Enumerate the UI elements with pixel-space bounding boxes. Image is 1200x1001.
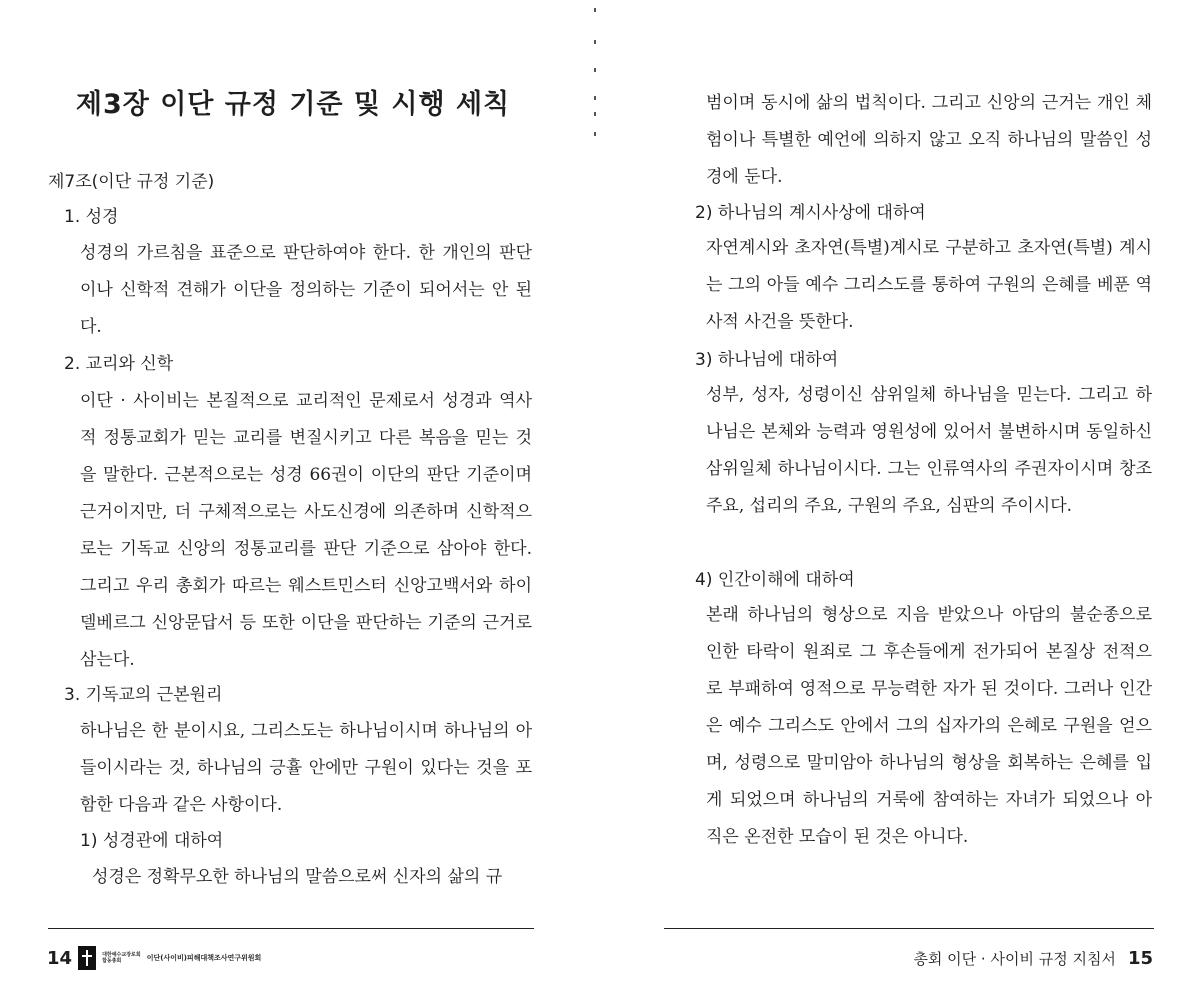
section-3-body: 하나님은 한 분이시요, 그리스도는 하나님이시며 하나님의 아들이시라는 것, 하나님의 긍휼 안에만 구원이 있다는 것을 포함한 다음과 같은 사항이다. [80, 721, 532, 815]
book-title: 총회 이단 · 사이비 규정 지침서 [913, 949, 1116, 968]
section-2-heading: 2. 교리와 신학 [64, 354, 174, 374]
section-1-heading: 1. 성경 [64, 207, 119, 227]
subsection-1-body-cont: 범이며 동시에 삶의 법칙이다. 그리고 신앙의 근거는 개인 체험이나 특별한 예언에 의하지 않고 오직 하나님의 말씀인 성경에 둔다. [706, 93, 1152, 187]
chapter-title: 제3장 이단 규정 기준 및 시행 세칙 [75, 89, 511, 120]
right-page [600, 0, 1200, 1001]
logo-text [102, 952, 141, 964]
section-3-heading: 3. 기독교의 근본원리 [64, 685, 223, 705]
subsection-4-heading: 4) 인간이해에 대하여 [695, 570, 855, 590]
subsection-4-body: 본래 하나님의 형상으로 지음 받았으나 아담의 불순종으로 인한 타락이 원죄로 그 후손들에게 전가되어 본질상 전적으로 부패하여 영적으로 무능력한 자가 된 것이다. 그러나 인간은 예수 그리스도 안에서 그의 십자가의 은혜로 구원을 얻으며, 성령으로 말미암아 하나님의 형상을 회복하는 은혜를 입게 되었으며 하나님의 거룩에 참여하는 자녀가 되었으나 아직은 온전한 모습이 된 것은 아니다. [706, 605, 1152, 847]
subsection-3-body: 성부, 성자, 성령이신 삼위일체 하나님을 믿는다. 그리고 하나님은 본체와 능력과 영원성에 있어서 불변하시며 동일하신 삼위일체 하나님이시다. 그는 인류역사의 주권자이시며 창조주요, 섭리의 주요, 구원의 주요, 심판의 주이시다. [706, 385, 1152, 516]
footer [913, 945, 1153, 971]
footer-rule [48, 928, 534, 929]
subsection-3-heading: 3) 하나님에 대하여 [695, 350, 839, 370]
subsection-2-heading: 2) 하나님의 계시사상에 대하여 [695, 203, 926, 223]
footer-rule [664, 928, 1154, 929]
article-heading: 제7조(이단 규정 기준) [48, 172, 215, 192]
page-number: 14 [47, 947, 73, 969]
subsection-1-heading: 1) 성경관에 대하여 [80, 831, 224, 851]
page-number: 15 [1127, 947, 1153, 969]
footer [47, 945, 261, 971]
subsection-2-body: 자연계시와 초자연(특별)계시로 구분하고 초자연(특별) 계시는 그의 아들 예수 그리스도를 통하여 구원의 은혜를 베푼 역사적 사건을 뜻한다. [706, 238, 1152, 332]
logo-text-top: 대한예수교장로회 [102, 952, 141, 958]
church-logo-icon [78, 946, 96, 970]
committee-name: 이단(사이비)피해대책조사연구위원회 [146, 954, 262, 962]
logo-text-bottom: 합동총회 [102, 958, 122, 964]
section-1-body: 성경의 가르침을 표준으로 판단하여야 한다. 한 개인의 판단이나 신학적 견해가 이단을 정의하는 기준이 되어서는 안 된다. [80, 243, 532, 337]
section-2-body: 이단 · 사이비는 본질적으로 교리적인 문제로서 성경과 역사적 정통교회가 믿는 교리를 변질시키고 다른 복음을 믿는 것을 말한다. 근본적으로는 성경 66권이 이단의 판단 기준이며 근거이지만, 더 구체적으로는 사도신경에 의존하며 신학적으로는 기독교 신앙의 정통교리를 판단 기준으로 삼아야 한다. 그리고 우리 총회가 따르는 웨스트민스터 신앙고백서와 하이델베르그 신앙문답서 등 또한 이단을 판단하는 기준의 근거로 삼는다. [80, 391, 532, 670]
left-page [0, 0, 590, 1001]
subsection-1-body-start: 성경은 정확무오한 하나님의 말씀으로써 신자의 삶의 규 [92, 867, 503, 887]
